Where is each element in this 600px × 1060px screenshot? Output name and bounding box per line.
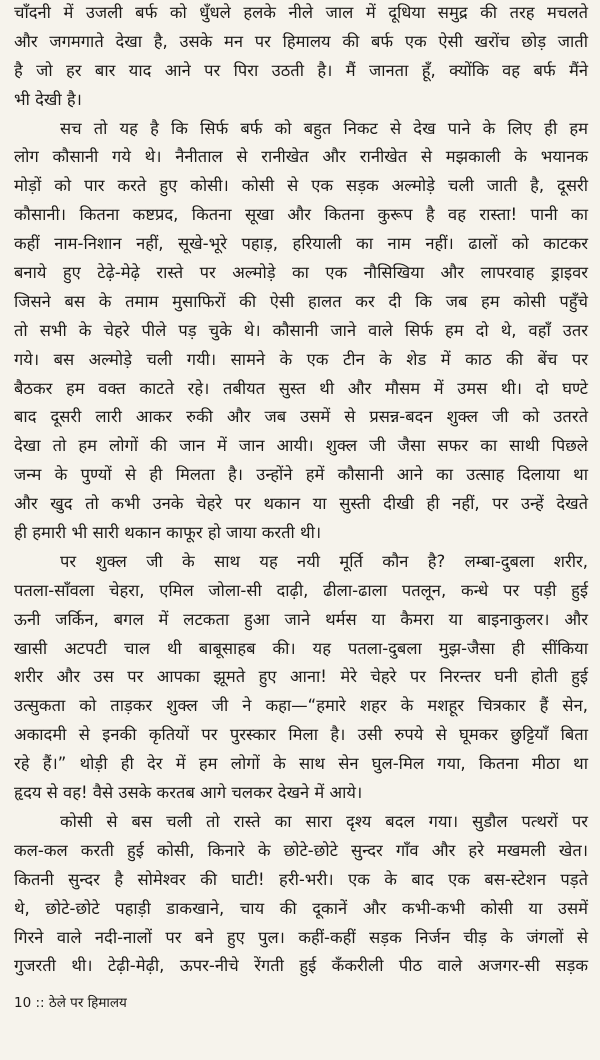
text-line: पतला-साँवला चेहरा, एमिल जोला-सी दाढ़ी, ढीला-ढाला पतलून, कन्धे पर पड़ी हुई	[14, 580, 588, 600]
paragraph	[14, 548, 588, 808]
text-line: कौसानी। कितना कष्टप्रद, कितना सूखा और कितना कुरूप है वह रास्ता! पानी का	[14, 205, 588, 225]
paragraph	[14, 808, 588, 981]
text-line: अकादमी से इनकी कृतियों पर पुरस्कार मिला है। उसी रुपये से घूमकर छुट्टियाँ बिता	[14, 725, 588, 745]
paragraph	[14, 115, 588, 548]
paragraph	[14, 0, 588, 115]
text-line: लोग कौसानी गये थे। नैनीताल से रानीखेत और रानीखेत से मझकाली के भयानक	[14, 147, 588, 167]
text-line: बनाये हुए टेढ़े-मेढ़े रास्ते पर अल्मोड़े का एक नौसिखिया और लापरवाह ड्राइवर	[14, 263, 588, 283]
text-line: उत्सुकता को ताड़कर शुक्ल जी ने कहा—“हमारे शहर के मशहूर चित्रकार हैं सेन,	[14, 696, 588, 716]
text-line: देखा तो हम लोगों की जान में जान आयी। शुक्ल जी जैसा सफर का साथी पिछले	[14, 436, 588, 456]
text-line: और जगमगाते देखा है, उसके मन पर हिमालय की बर्फ एक ऐसी खरोंच छोड़ जाती	[14, 31, 588, 51]
text-line: पर शुक्ल जी के साथ यह नयी मूर्ति कौन है? लम्बा-दुबला शरीर,	[60, 551, 588, 571]
text-line: मोड़ों को पार करते हुए कोसी। कोसी से एक सड़क अल्मोड़े चली जाती है, दूसरी	[14, 176, 588, 196]
text-line: कल-कल करती हुई कोसी, किनारे के छोटे-छोटे सुन्दर गाँव और हरे मखमली खेत।	[14, 840, 588, 860]
text-line: तो सभी के चेहरे पीले पड़ चुके थे। कौसानी जाने वाले सिर्फ हम दो थे, वहाँ उतर	[14, 320, 588, 340]
text-line: जिसने बस के तमाम मुसाफिरों की ऐसी हालत कर दी कि जब हम कोसी पहुँचे	[14, 291, 588, 311]
text-line: कोसी से बस चली तो रास्ते का सारा दृश्य बदल गया। सुडौल पत्थरों पर	[60, 811, 588, 831]
text-line: जन्म के पुण्यों से ही मिलता है। उन्होंने हमें कौसानी आने का उत्साह दिलाया था	[14, 465, 588, 485]
text-line: सच तो यह है कि सिर्फ बर्फ को बहुत निकट से देख पाने के लिए ही हम	[60, 118, 588, 138]
text-line: चाँदनी में उजली बर्फ को धुँधले हलके नीले जाल में दूधिया समुद्र की तरह मचलते	[14, 3, 588, 22]
page-number: 10	[14, 995, 32, 1011]
footer-separator: ::	[35, 995, 45, 1011]
text-line: बैठकर हम वक्त काटते रहे। तबीयत सुस्त थी और मौसम में उमस थी। दो घण्टे	[14, 378, 588, 398]
text-line: थे, छोटे-छोटे पहाड़ी डाकखाने, चाय की दूकानें और कभी-कभी कोसी या उसमें	[14, 898, 588, 918]
text-line: है जो हर बार याद आने पर पिरा उठती है। मैं जानता हूँ, क्योंकि वह बर्फ मैंने	[14, 60, 588, 80]
text-line: कहीं नाम-निशान नहीं, सूखे-भूरे पहाड़, हरियाली का नाम नहीं। ढालों को काटकर	[14, 234, 588, 254]
text-line: कितनी सुन्दर है सोमेश्वर की घाटी! हरी-भरी। एक के बाद एक बस-स्टेशन पड़ते	[14, 869, 588, 889]
running-title: ठेले पर हिमालय	[48, 995, 127, 1011]
text-line: बाद दूसरी लारी आकर रुकी और जब उसमें से प्रसन्न-बदन शुक्ल जी को उतरते	[14, 407, 588, 427]
text-line: शरीर और उस पर आपका झूमते हुए आना! मेरे चेहरे पर निरन्तर घनी होती हुई	[14, 667, 588, 687]
page-body	[14, 0, 588, 981]
text-line: भी देखी है।	[14, 89, 82, 109]
text-line: ऊनी जर्किन, बगल में लटकता हुआ जाने थर्मस या कैमरा या बाइनाकुलर। और	[14, 609, 588, 629]
text-line: और खुद तो कभी उनके चेहरे पर थकान या सुस्ती दीखी ही नहीं, पर उन्हें देखते	[14, 494, 588, 514]
text-line: गुजरती थी। टेढ़ी-मेढ़ी, ऊपर-नीचे रेंगती हुई कँकरीली पीठ वाले अजगर-सी सड़क	[14, 956, 588, 976]
text-line: गिरने वाले नदी-नालों पर बने हुए पुल। कहीं-कहीं सड़क निर्जन चीड़ के जंगलों से	[14, 927, 588, 947]
text-line: हृदय से वह! वैसे उसके करतब आगे चलकर देखने में आये।	[14, 783, 363, 803]
text-line: गये। बस अल्मोड़े चली गयी। सामने के एक टीन के शेड में काठ की बेंच पर	[14, 349, 588, 369]
page-footer	[14, 993, 127, 1013]
text-line: रहे हैं।” थोड़ी ही देर में हम लोगों के साथ सेन घुल-मिल गया, कितना मीठा था	[14, 754, 588, 774]
text-line: खासी अटपटी चाल थी बाबूसाहब की। यह पतला-दुबला मुझ-जैसा ही सींकिया	[14, 638, 588, 658]
text-line: ही हमारी भी सारी थकान काफूर हो जाया करती थी।	[14, 523, 322, 543]
